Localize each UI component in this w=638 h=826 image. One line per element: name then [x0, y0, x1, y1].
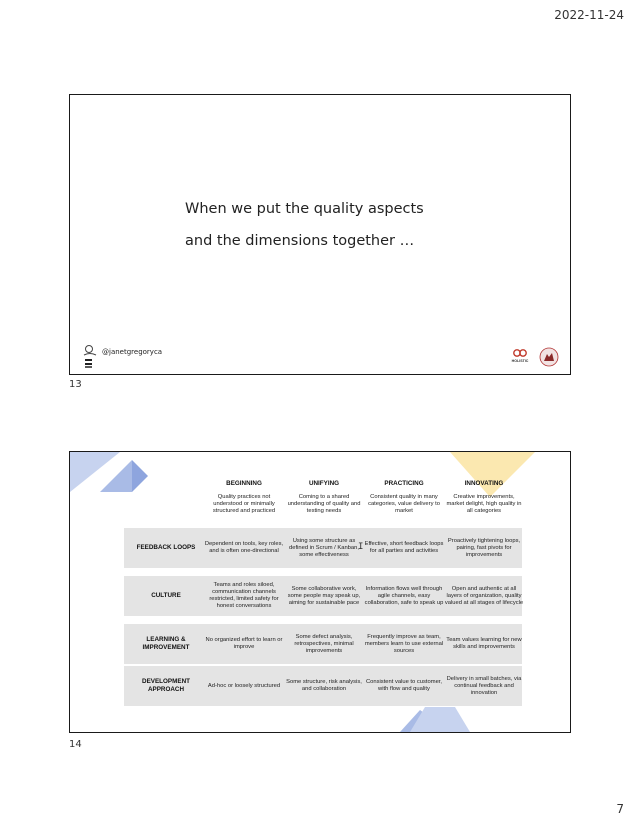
column-header-beginning: BEGINNING	[226, 480, 262, 487]
cell-feedback-beginning: Dependent on tools, key roles, and is often one-directional	[204, 541, 284, 554]
slide-13-text	[185, 193, 424, 257]
cell-learning-practicing: Frequently improve as team, members learn to use external sources	[364, 633, 444, 654]
row-label-development: DEVELOPMENT APPROACH	[142, 678, 190, 693]
holistic-logo-text: HOLISTIC	[511, 359, 529, 363]
cell-feedback-innovating: Proactively tightening loops, pairing, fast pivots for improvements	[447, 537, 521, 558]
author-handle: @janetgregoryca	[102, 348, 163, 356]
slide-13-line-2: and the dimensions together …	[185, 233, 415, 249]
slide-14-number: 14	[69, 739, 82, 750]
slide-14	[69, 451, 571, 733]
column-header-practicing: PRACTICING	[384, 480, 424, 487]
page-number: 7	[616, 802, 624, 816]
author-logo-icon	[80, 343, 100, 369]
slide-13	[69, 94, 571, 375]
cell-development-practicing: Consistent value to customer, with flow and quality	[365, 679, 443, 692]
slide-13-line-1: When we put the quality aspects	[185, 201, 424, 217]
cell-development-innovating: Delivery in small batches, via continual feedback and innovation	[446, 675, 522, 696]
cell-culture-practicing: Information flows well through agile channels, easy collaboration, safe to speak up	[364, 585, 444, 606]
column-desc-unifying: Coming to a shared understanding of quality and testing needs	[287, 494, 361, 514]
row-label-feedback-loops: FEEDBACK LOOPS	[136, 544, 196, 551]
row-label-culture: CULTURE	[151, 592, 181, 599]
cell-culture-unifying: Some collaborative work, some people may speak up, aiming for sustainable pace	[287, 585, 361, 606]
cell-feedback-unifying: Using some structure as defined in Scrum / Kanban, some effectiveness	[289, 537, 359, 558]
cell-learning-innovating: Team values learning for new skills and improvements	[446, 637, 522, 650]
column-desc-beginning: Quality practices not understood or minimally structured and practiced	[212, 494, 276, 514]
column-header-unifying: UNIFYING	[308, 480, 340, 487]
cell-learning-beginning: No organized effort to learn or improve	[205, 637, 283, 650]
cell-learning-unifying: Some defect analysis, retrospectives, minimal improvements	[294, 633, 354, 654]
text-cursor-icon: I	[358, 542, 364, 552]
cell-feedback-practicing: Effective, short feedback loops for all parties and activities	[364, 541, 444, 554]
column-desc-innovating: Creative improvements, market delight, high quality in all categories	[446, 494, 522, 514]
cell-development-unifying: Some structure, risk analysis, and collaboration	[286, 679, 362, 692]
partner-logos-icon	[504, 347, 564, 367]
document-date: 2022-11-24	[554, 8, 624, 22]
row-label-learning: LEARNING & IMPROVEMENT	[142, 636, 190, 651]
cell-culture-innovating: Open and authentic at all layers of organization, quality valued at all stages of lifecycle	[444, 585, 524, 606]
slide-13-number: 13	[69, 379, 82, 390]
column-header-innovating: INNOVATING	[464, 480, 504, 487]
cell-development-beginning: Ad-hoc or loosely structured	[207, 682, 281, 689]
cell-culture-beginning: Teams and roles siloed, communication channels restricted, limited safety for honest conversations	[209, 582, 279, 609]
column-desc-practicing: Consistent quality in many categories, value delivery to market	[368, 494, 440, 514]
